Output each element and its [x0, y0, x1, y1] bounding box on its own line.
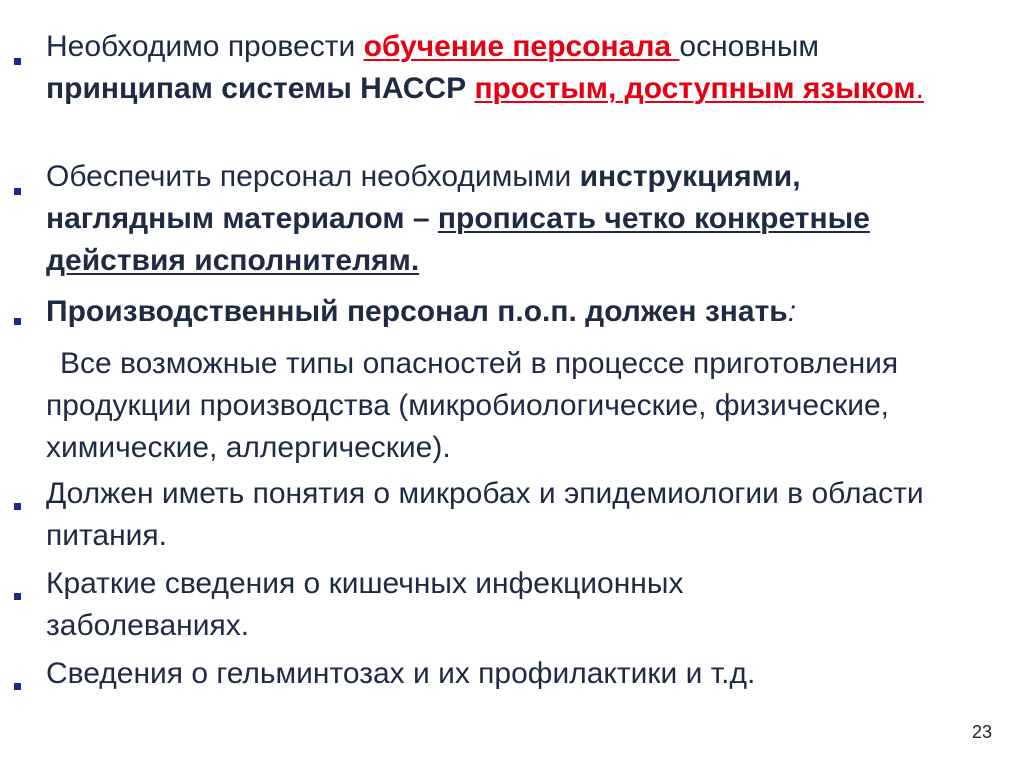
- text-segment: Необходимо провести: [46, 30, 364, 63]
- list-item: [46, 26, 946, 110]
- text-segment: Все возможные типы опасностей в процессе приготовления продукции производства (микробиологические, физические, химические, аллергические).: [46, 347, 899, 464]
- list-item: [46, 343, 1011, 469]
- highlight-simple-language: простым, доступным языком: [474, 72, 916, 105]
- list-item: [46, 473, 936, 557]
- text-segment: Сведения о гельминтозах и их профилактики и т.д.: [46, 657, 756, 690]
- bullet-icon: [14, 683, 21, 690]
- list-item: [46, 156, 936, 282]
- text-segment: основным: [679, 30, 820, 63]
- page-number: 23: [971, 722, 992, 742]
- bullet-icon: [14, 503, 21, 510]
- text-segment-bold: принципам системы НАССР: [46, 72, 475, 105]
- text-segment-red: .: [915, 72, 924, 105]
- bullet-icon: [14, 318, 21, 325]
- text-segment: Обеспечить персонал необходимыми: [46, 160, 580, 193]
- text-segment-bold: инструкциями, наглядным материалом –: [46, 160, 801, 235]
- text-segment: :: [787, 295, 797, 328]
- bullet-icon: [14, 593, 21, 600]
- list-item: [46, 653, 1006, 695]
- text-segment: Краткие сведения о кишечных инфекционных заболеваниях.: [46, 567, 684, 642]
- list-item: [46, 563, 806, 647]
- section-heading: Производственный персонал п.о.п. должен знать: [46, 295, 788, 328]
- text-segment: Должен иметь понятия о микробах и эпидемиологии в области питания.: [46, 477, 924, 552]
- highlight-instructions: прописать четко конкретные действия исполнителям.: [46, 202, 870, 277]
- bullet-icon: [14, 58, 21, 65]
- list-item: [46, 291, 1006, 333]
- bullet-icon: [14, 188, 21, 195]
- highlight-staff-training: обучение персонала: [363, 30, 680, 63]
